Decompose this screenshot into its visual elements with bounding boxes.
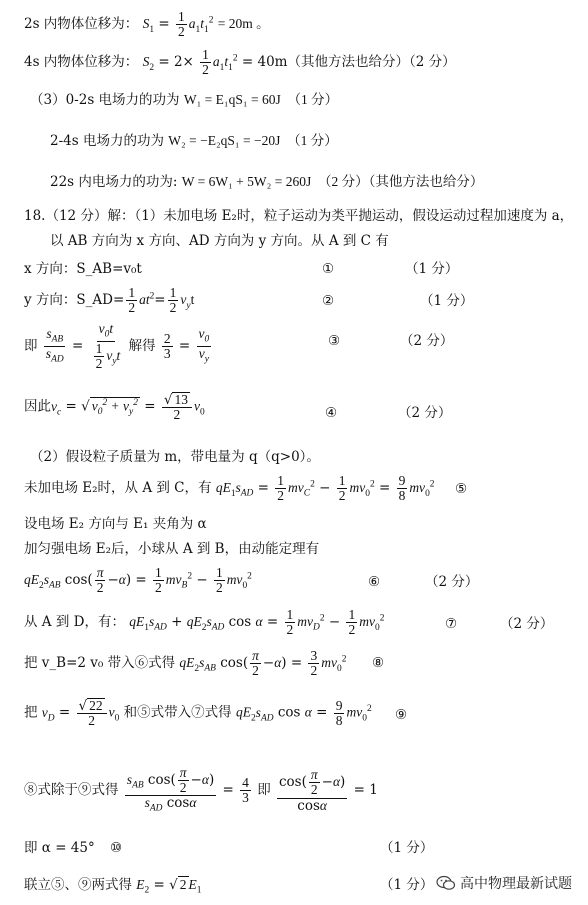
mark-6: ⑥ [368,574,381,590]
watermark [436,873,572,893]
equation: W = 6W₁ + 5W₂ = 260J （2 分）（其他方法也给分） [181,174,484,189]
text-label: 解得 [128,337,156,354]
score-6: （2 分） [425,574,479,590]
mark-2: ② [322,293,335,309]
mark-8: ⑧ [372,655,385,671]
text-label: （3）0-2s 电场力的功为 [30,92,180,108]
text-label: ⑧式除于⑨式得 [24,781,119,798]
line-work-22s [50,174,483,191]
text-label: y 方向：S_AD= [24,292,125,309]
text-label: 把 [24,704,38,721]
watermark-text: 高中物理最新试题 [460,876,572,892]
text-label: 从 A 到 D，有： [24,614,125,631]
part2-intro: （2）假设粒子质量为 m，带电量为 q（q>0）。 [30,449,320,465]
x-direction: x 方向：S_AB=v₀t [24,261,142,277]
kinetic-theorem: 加匀强电场 E₂后，小球从 A 到 B，由动能定理有 [24,541,320,557]
text-label: 2-4s 电场力的功为 [50,133,164,149]
mark-9: ⑨ [395,707,408,723]
energy-eq-ac: 未加电场 E₂时，从 A 到 C，有 $qE_1s_{AD}$ = $\frac{1}{2}$ $mv_C^2$ − $\frac{1}{2}$ $mv_0^2$ = $\frac{9}{8}$ $mv_0^2$ [24,473,435,504]
text-label: 因此 [24,398,51,415]
text-label: 即 [24,337,38,354]
text-label: 把 v_B=2 v₀ 带入⑥式得 [24,655,176,672]
angle-def: 设电场 E₂ 方向与 E₁ 夹角为 α [24,516,207,532]
final-result: 联立⑤、⑨两式得 $E_2$ = √ 2 $E_1$ [24,877,202,896]
line-2s-displacement: 2s 内物体位移为： $S_1$ = $\frac{1}{2}$ $a_1t_1^2 = 20m$ 。 [24,9,270,40]
score-4: （2 分） [398,405,452,421]
score-7: （2 分） [500,616,554,632]
text-label: 4s 内物体位移为： [24,54,139,71]
mark-4: ④ [325,405,338,421]
divide-equations: ⑧式除于⑨式得 $s_{AB}$ cos( $\frac{\pi}{2}$ −α) $s_{AD}$ cosα = $\frac{4}{3}$ 即 cos( $\frac{\pi}{2}$ −α) cosα = 1 [24,765,378,815]
mark-7: ⑦ [445,616,458,632]
text-label: 未加电场 E₂时，从 A 到 C，有 [24,480,212,497]
equation: W₁ = E₁qS₁ = 60J （1 分） [183,92,339,107]
equation: W₂ = −E₂qS₁ = −20J （1 分） [168,133,338,148]
mark-1: ① [322,261,335,277]
text-label: 22s 内电场力的功为: [50,174,178,190]
energy-eq-ad: 从 A 到 D，有： $qE_1s_{AD} + qE_2s_{AD}$ cos α = $\frac{1}{2}$ $mv_D^2$ − $\frac{1}{2}$ $mv_0^2$ [24,607,385,638]
mark-10: ⑩ [110,840,123,856]
mark-3: ③ [328,333,341,349]
text-label: 即 [257,781,271,798]
y-direction: y 方向：S_AD= $\frac{1}{2}$ $at^2=$ $\frac{1}{2}$ $v_yt$ [24,285,195,316]
score-11: （1 分） [380,877,434,893]
score-10: （1 分） [380,840,434,856]
equation-tail: = 20m 。 [217,16,270,32]
text-label: 2s 内物体位移为： [24,16,139,33]
line-work-0-2s [30,92,338,109]
vc-equation: 因此$v_c$ = √ $v_0^2 + v_y^2$ = $\frac{√ 13}{2}$ $v_0$ [24,392,205,423]
substitute-vd: 把 $v_D$ = $\frac{√ 22}{2}$ $v_0$ 和⑤式带入⑦式得 $qE_2s_{AD}$ cos α = $\frac{9}{8}$ $mv_0^2$ [24,697,372,729]
q18-subheading: 以 AB 方向为 x 方向、AD 方向为 y 方向。从 A 到 C 有 [50,233,389,249]
score-2: （1 分） [420,293,474,309]
wechat-icon [436,875,456,891]
line-4s-displacement: 4s 内物体位移为： $S_2 = 2\times$ $\frac{1}{2}$ $a_1t_1^2 = 40m$（其他方法也给分）（2 分） [24,47,456,78]
equation-tail: = 40m（其他方法也给分）（2 分） [241,54,456,71]
score-1: （1 分） [405,261,459,277]
energy-eq-ab: $qE_2s_{AB}$ cos( $\frac{\pi}{2}$ −α) = $\frac{1}{2}$ $mv_B^2$ − $\frac{1}{2}$ $mv_0^2$ [24,565,252,596]
text-label: 联立⑤、⑨两式得 [24,877,132,893]
substitute-vb: 把 v_B=2 v₀ 带入⑥式得 $qE_2s_{AB}$ cos( $\frac{\pi}{2}$ −α) = $\frac{3}{2}$ $mv_0^2$ [24,648,347,679]
score-3: （2 分） [400,333,454,349]
mark-5: ⑤ [455,481,468,497]
q18-heading: 18.（12 分）解：（1）未加电场 E₂时，粒子运动为类平抛运动，假设运动过程加速度为 a， [24,208,574,224]
line-work-2-4s [50,133,338,150]
alpha-result: 即 α = 45° [24,840,95,856]
ratio-equation: 即 $s_{AB}$ $s_{AD}$ = $v_0t$ $\frac{1}{2}$ $v_yt$ 解得 $\frac{2}{3}$ = $\frac{v_0}{v_y}$ [24,321,210,371]
text-label: 和⑤式带入⑦式得 [123,704,232,721]
